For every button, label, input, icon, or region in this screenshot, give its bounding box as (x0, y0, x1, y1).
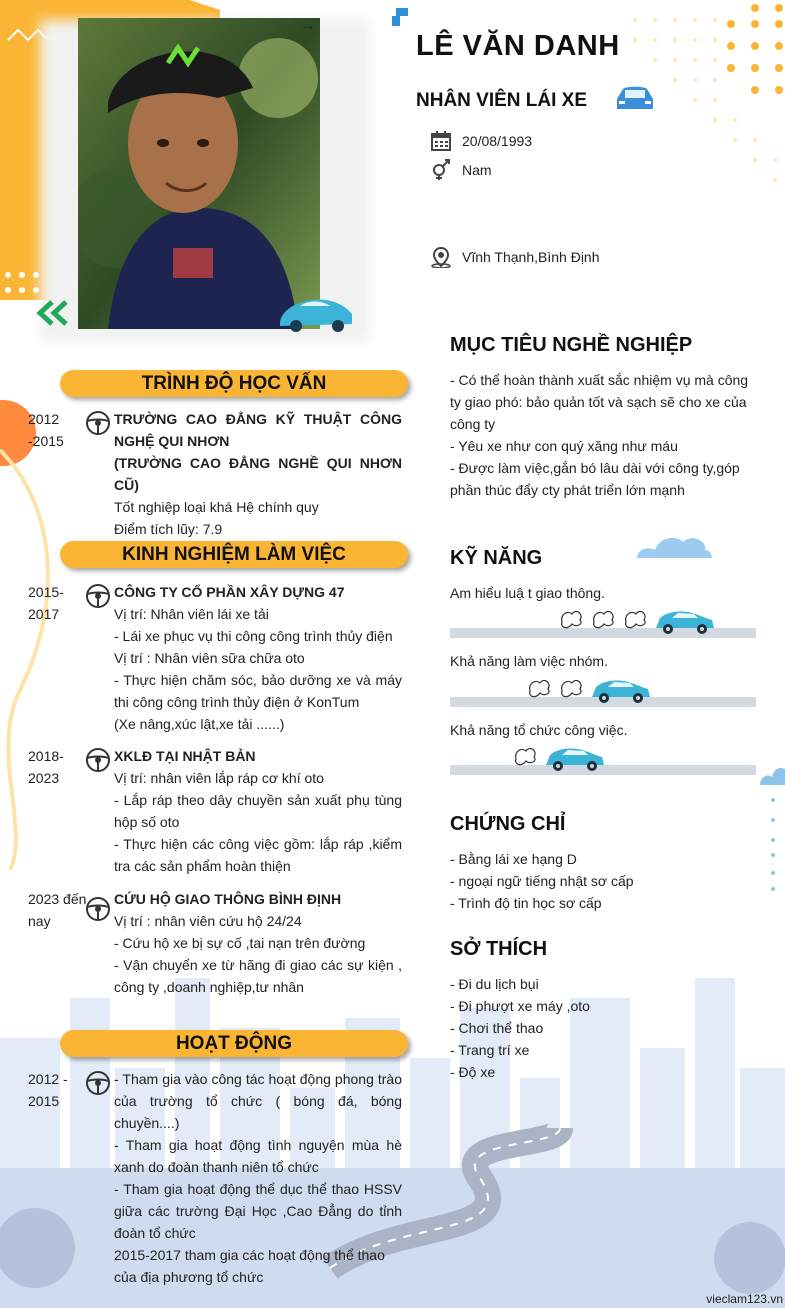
gender-icon (430, 159, 452, 181)
steering-wheel-icon (85, 583, 111, 609)
hobby-item: - Chơi thể thao (450, 1020, 544, 1036)
objective-line: - Được làm việc,gắn bó lâu dài với công ty,góp phần thúc đẩy cty phát triển lớn mạnh (450, 460, 740, 498)
company-name: XKLĐ TẠI NHẬT BẢN (114, 748, 256, 764)
experience-entry (28, 581, 403, 733)
experience-years: 2023 đến nay (28, 891, 87, 929)
address-value: Vĩnh Thạnh,Bình Định (462, 249, 600, 265)
experience-line: Vị trí: Nhân viên lái xe tải (114, 606, 269, 622)
skill-car-marker (526, 675, 652, 705)
profile-photo (78, 18, 320, 329)
experience-line: - Vận chuyển xe từ hãng đi giao các sự kiện , công ty ,doanh nghiệp,tư nhân (114, 957, 402, 995)
experience-line: (Xe nâng,xúc lật,xe tải ......) (114, 716, 285, 732)
steering-wheel-icon (85, 1070, 111, 1096)
experience-entry (28, 888, 403, 998)
experience-years: 2018- 2023 (28, 748, 64, 786)
objective-text (450, 369, 760, 501)
gender-value: Nam (462, 162, 492, 178)
activities-entry (28, 1068, 403, 1288)
arrow-right-icon: → (301, 17, 315, 33)
hobbies-heading: SỞ THÍCH (450, 938, 548, 960)
education-heading: TRÌNH ĐỘ HỌC VẤN (60, 370, 408, 397)
education-entry (28, 408, 403, 537)
activity-line: - Tham gia vào công tác hoạt động phong trào của trường tổ chức ( bóng đá, bóng chuyền....) (114, 1071, 402, 1131)
gpa-info: Điểm tích lũy: 7.9 (114, 521, 223, 537)
objective-heading: MỤC TIÊU NGHỀ NGHIỆP (450, 334, 693, 356)
certificate-item: - Trình độ tin học sơ cấp (450, 895, 602, 911)
activity-line: - Tham gia hoạt động tình nguyện mùa hè xanh do đoàn thanh niên tổ chức (114, 1137, 402, 1175)
location-icon (430, 246, 452, 268)
experience-line: - Thực hiện các công việc gồm: lắp ráp ,kiểm tra các sản phẩm hoàn thiện (114, 836, 402, 874)
skill-car-marker (558, 606, 716, 636)
hobby-item: - Đi phượt xe máy ,oto (450, 998, 590, 1014)
experience-line: Vị trí: nhân viên lắp ráp cơ khí oto (114, 770, 324, 786)
sports-car-icon (276, 288, 356, 334)
cloud-decoration (635, 532, 713, 560)
activity-line: 2015-2017 tham gia các hoạt động thể thao của địa phương tổ chức (114, 1247, 385, 1285)
car-icon (613, 83, 657, 113)
objective-line: - Có thể hoàn thành xuất sắc nhiệm vụ mà công ty giao phó: bảo quản tốt và sạch sẽ cho xe của công ty (450, 372, 749, 432)
experience-line: - Lái xe phục vụ thi công công trình thủy điện (114, 628, 393, 644)
education-years: 2012 -2015 (28, 411, 64, 449)
experience-line: - Thực hiện chăm sóc, bảo dưỡng xe và máy thi công công trình thủy điện ở KonTum (114, 672, 402, 710)
experience-line: Vị trí : nhân viên cứu hộ 24/24 (114, 913, 302, 929)
blue-square-decoration (392, 8, 410, 26)
steering-wheel-icon (85, 410, 111, 436)
school-name: TRƯỜNG CAO ĐẲNG KỸ THUẬT CÔNG NGHỆ QUI NHƠN (114, 411, 402, 449)
skills-heading: KỸ NĂNG (450, 547, 543, 569)
hobby-item: - Trang trí xe (450, 1042, 530, 1058)
steering-wheel-icon (85, 747, 111, 773)
skill-car-marker (512, 743, 606, 773)
experience-line: - Lắp ráp theo dây chuyền sản xuất phụ tùng hộp số oto (114, 792, 402, 830)
calendar-icon (430, 130, 452, 152)
certificates-heading: CHỨNG CHỈ (450, 813, 566, 835)
dob-row (430, 130, 532, 152)
gender-row (430, 159, 492, 181)
activity-line: - Tham gia hoạt động thể dục thể thao HSSV giữa các trường Đại Học ,Cao Đẳng do tỉnh đoàn tổ chức (114, 1181, 402, 1241)
double-chevron-left-icon (36, 300, 70, 326)
dob-value: 20/08/1993 (462, 133, 533, 149)
skill-label: Khả năng làm việc nhóm. (450, 653, 608, 669)
experience-heading: KINH NGHIỆM LÀM VIỆC (60, 541, 408, 568)
hobby-item: - Độ xe (450, 1064, 496, 1080)
side-cloud-decoration (758, 755, 785, 895)
candidate-name: LÊ VĂN DANH (416, 30, 620, 62)
hobby-item: - Đi du lịch bụi (450, 976, 539, 992)
hobbies-list (450, 973, 760, 1083)
certificate-item: - ngoại ngữ tiếng nhật sơ cấp (450, 873, 634, 889)
job-title: NHÂN VIÊN LÁI XE (416, 90, 588, 111)
skill-label: Khả năng tổ chức công việc. (450, 722, 628, 738)
company-name: CỨU HỘ GIAO THÔNG BÌNH ĐỊNH (114, 891, 342, 907)
company-name: CÔNG TY CỔ PHẦN XÂY DỰNG 47 (114, 584, 345, 600)
experience-line: - Cứu hộ xe bị sự cố ,tai nạn trên đường (114, 935, 366, 951)
footer-watermark: vieclam123.vn (706, 1292, 783, 1306)
certificate-item: - Bằng lái xe hạng D (450, 851, 577, 867)
objective-line: - Yêu xe như con quý xăng như máu (450, 438, 678, 454)
graduation-info: Tốt nghiệp loại khá Hệ chính quy (114, 499, 319, 515)
activities-heading: HOẠT ĐỘNG (60, 1030, 408, 1057)
experience-line: Vị trí : Nhân viên sữa chữa oto (114, 650, 305, 666)
skill-label: Am hiểu luậ t giao thông. (450, 585, 605, 601)
experience-entry (28, 745, 403, 877)
activities-years: 2012 - 2015 (28, 1071, 68, 1109)
certificates-list (450, 848, 760, 914)
address-row (430, 246, 600, 268)
school-former-name: (TRƯỜNG CAO ĐẲNG NGHỀ QUI NHƠN CŨ) (114, 455, 402, 493)
steering-wheel-icon (85, 896, 111, 922)
experience-years: 2015- 2017 (28, 584, 64, 622)
